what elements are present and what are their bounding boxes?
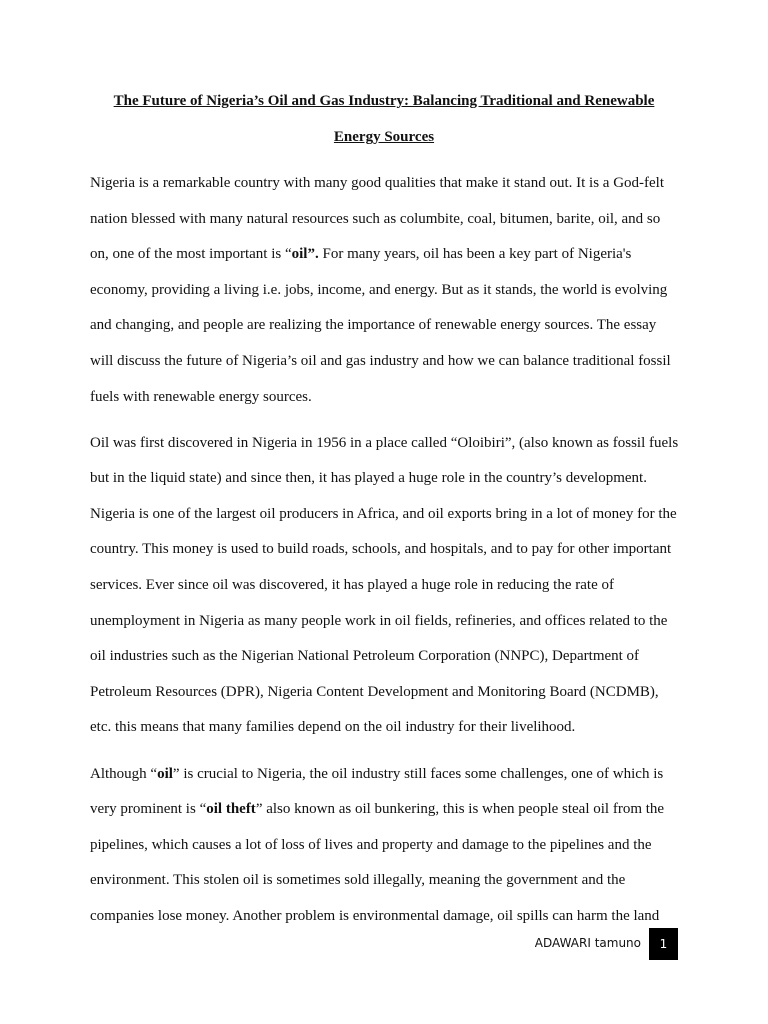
paragraph-3 <box>90 757 680 935</box>
paragraph-1 <box>90 166 680 415</box>
paragraph-1-bold-oil: oil”. <box>291 246 319 263</box>
page-number-badge <box>649 928 678 960</box>
document-title-text: The Future of Nigeria’s Oil and Gas Industry: Balancing Traditional and Renewable Energy Sources <box>113 93 655 145</box>
paragraph-1-part-3: For many years, oil has been a key part of Nigeria's economy, providing a living i.e. jobs, income, and energy. But as it stands, the world is evolving and changing, and people are realizing the importance of renewable energy sources. The essay will discuss the future of Nigeria’s oil and gas industry and how we can balance traditional fossil fuels with renewable energy sources. <box>90 246 671 405</box>
document-title <box>90 84 678 155</box>
paragraph-3-part-1: Although “ <box>90 765 158 782</box>
paragraph-1-part-1: Nigeria is a remarkable country with many good qualities that make it stand out. It is a God-felt nation blessed with many natural resources such as columbite, coal, bitumen, barite, oil, and so on, one of the most important is “ <box>90 175 665 263</box>
paragraph-2-part-1: Oil was first discovered in Nigeria in 1956 in a place called “Oloibiri”, (also known as fossil fuels but in the liquid state) and since then, it has played a huge role in the country’s development. Nigeria is one of the largest oil producers in Africa, and oil exports bring in a lot of money for the country. This money is used to build roads, schools, and hospitals, and to pay for other important services. Ever since oil was discovered, it has played a huge role in reducing the rate of unemployment in Nigeria as many people work in oil fields, refineries, and offices related to the oil industries such as the Nigerian National Petroleum Corporation (NNPC), Department of Petroleum Resources (DPR), Nigeria Content Development and Monitoring Board (NCDMB), etc. this means that many families depend on the oil industry for their livelihood. <box>90 434 679 736</box>
paragraph-3-part-3: ” is crucial to Nigeria, the oil industry still faces some challenges, one of which is very prominent is “ <box>90 765 664 818</box>
footer-author: ADAWARI tamuno <box>534 936 641 950</box>
paragraph-3-bold-oil-theft: oil theft <box>206 801 256 818</box>
paragraph-3-bold-oil: oil <box>157 765 173 782</box>
paragraph-2 <box>90 426 680 746</box>
page-number: 1 <box>659 937 668 951</box>
paragraph-3-part-5: ” also known as oil bunkering, this is when people steal oil from the pipelines, which causes a lot of loss of lives and property and damage to the pipelines and the environment. This stolen oil is sometimes sold illegally, meaning the government and the companies lose money. Another problem is environmental damage, oil spills can harm the land <box>90 801 665 924</box>
document-body <box>90 166 680 945</box>
